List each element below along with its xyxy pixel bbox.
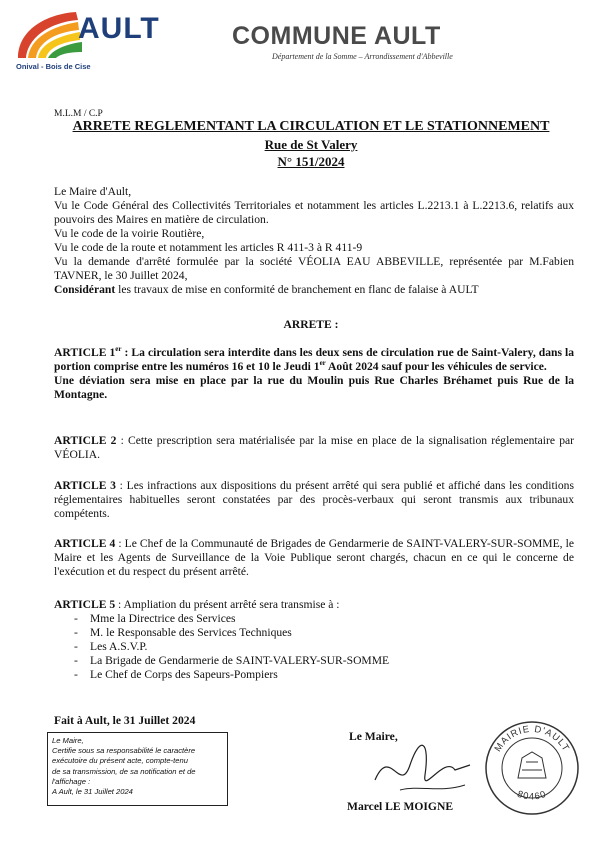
logo-subtitle: Onival - Bois de Cise — [16, 62, 91, 71]
svg-text:MAIRIE D'AULT — [493, 724, 572, 754]
commune-logo — [16, 10, 166, 78]
certification-line: Le Maire, — [52, 736, 84, 745]
certification-line: exécutoire du présent acte, compte-tenu — [52, 756, 188, 766]
article-2-text: : Cette prescription sera matérialisée par la mise en place de la signalisation réglementaire par VÉOLIA. — [54, 434, 574, 461]
document-title: ARRETE REGLEMENTANT LA CIRCULATION ET LE STATIONNEMENT — [72, 119, 550, 134]
certification-line: de sa transmission, de sa notification et de — [52, 766, 196, 776]
mairie-stamp-icon — [482, 718, 582, 818]
considerant-line — [54, 283, 574, 297]
fait-a-ault: Fait à Ault, le 31 Juillet 2024 — [54, 714, 196, 727]
article-3 — [54, 479, 574, 521]
article-5 — [54, 598, 574, 682]
article-1 — [54, 346, 574, 402]
article-1-text-b: Août 2024 sauf pour les véhicules de service. — [325, 360, 547, 373]
list-item: - Le Chef de Corps des Sapeurs-Pompiers — [54, 668, 574, 682]
article-2-label: ARTICLE 2 — [54, 434, 117, 447]
certification-line: l'affichage : — [52, 776, 91, 786]
stamp-top-text: MAIRIE D'AULT — [492, 723, 572, 754]
article-1-text-a: : La circulation sera interdite dans les deux sens de circulation rue de Saint-Valery, dans la portion comprise entre les numéros 16 et 10 le Jeudi 1 — [54, 346, 575, 373]
preamble-line: Vu le Code Général des Collectivités Territoriales et notamment les articles L.2213.1 à L.2213.6, relatifs aux pouvoirs des Maires en matière de circulation. — [54, 199, 574, 226]
certification-line: A Ault, le 31 Juillet 2024 — [52, 787, 133, 797]
arrete-number: N° 151/2024 — [277, 154, 345, 169]
article-4 — [54, 537, 574, 579]
certification-line: Certifie sous sa responsabilité le caractère — [52, 746, 196, 756]
list-item: - La Brigade de Gendarmerie de SAINT-VALERY-SUR-SOMME — [54, 654, 574, 668]
considerant-label: Considérant — [54, 283, 116, 296]
article-2 — [54, 434, 574, 462]
signature-icon — [370, 735, 480, 805]
preamble-line: Vu la demande d'arrêté formulée par la société VÉOLIA EAU ABBEVILLE, représentée par M.Fabien TAVNER, le 30 Juillet 2024, — [54, 255, 574, 282]
article-5-text: : Ampliation du présent arrêté sera transmise à : — [115, 598, 340, 611]
considerant-text: les travaux de mise en conformité de branchement en flanc de falaise à AULT — [115, 283, 479, 296]
logo-name: AULT — [78, 12, 160, 45]
article-1-text-sup: er — [319, 359, 326, 368]
article-1-label-sup: er — [115, 345, 122, 354]
recipient-list — [54, 612, 574, 682]
preamble-line: Vu le code de la voirie Routière, — [54, 227, 205, 240]
reference: M.L.M / C.P — [54, 109, 103, 119]
article-1-label: ARTICLE 1 — [54, 346, 116, 359]
preamble-line: Vu le code de la route et notamment les articles R 411-3 à R 411-9 — [54, 241, 363, 254]
article-3-label: ARTICLE 3 — [54, 479, 116, 492]
street-name: Rue de St Valery — [264, 137, 358, 152]
list-item: - Les A.S.V.P. — [54, 640, 574, 654]
svg-text:80460 — [516, 789, 549, 803]
article-4-label: ARTICLE 4 — [54, 537, 116, 550]
commune-subtitle: Département de la Somme – Arrondissement d'Abbeville — [272, 52, 453, 61]
logo-waves-icon — [16, 10, 86, 62]
maire-name: Marcel LE MOIGNE — [347, 800, 454, 813]
article-5-label: ARTICLE 5 — [54, 598, 116, 611]
article-1-text-c: Une déviation sera mise en place par la rue du Moulin puis Rue Charles Bréhamet puis Rue de la Montagne. — [54, 374, 574, 401]
commune-title: COMMUNE AULT — [232, 22, 441, 50]
preamble — [54, 185, 574, 297]
preamble-line: Le Maire d'Ault, — [54, 185, 132, 198]
maire-label: Le Maire, — [349, 730, 398, 743]
article-3-text: : Les infractions aux dispositions du présent arrêté qui sera publié et affiché dans les conditions réglementaires habituelles seront constatées par des procès-verbaux qui seront transmis aux tribunaux compétents. — [54, 479, 574, 520]
arrete-heading: ARRETE : — [283, 318, 339, 331]
list-item: - M. le Responsable des Services Techniques — [54, 626, 574, 640]
list-item: - Mme la Directrice des Services — [54, 612, 574, 626]
article-4-text: : Le Chef de la Communauté de Brigades de Gendarmerie de SAINT-VALERY-SUR-SOMME, le Maire et les Agents de Surveillance de la Voie Publique seront chargés, chacun en ce qui le concerne de l'exécution et du respect du présent arrêté. — [54, 537, 574, 578]
certification-box — [47, 732, 228, 806]
stamp-bottom-text: 80460 — [515, 788, 549, 803]
